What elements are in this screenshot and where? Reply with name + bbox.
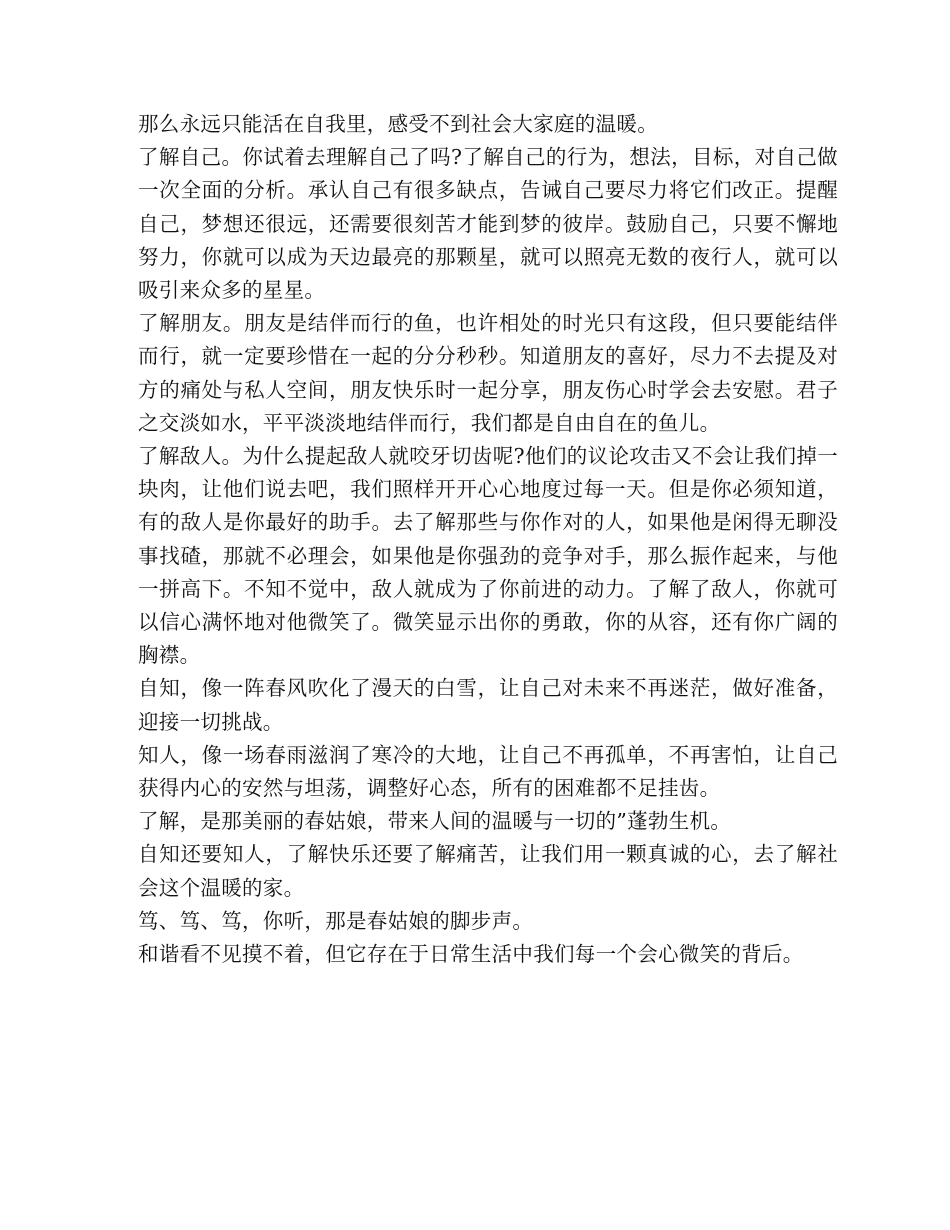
document-body — [138, 108, 838, 971]
paragraph-9: 笃、笃、笃，你听，那是春姑娘的脚步声。 — [138, 908, 534, 933]
paragraph-3: 了解朋友。朋友是结伴而行的鱼，也许相处的时光只有这段，但只要能结伴而行，就一定要珍惜在一起的分分秒秒。知道朋友的喜好，尽力不去提及对方的痛处与私人空间，朋友快乐时一起分享，朋友伤心时学会去安慰。君子之交淡如水，平平淡淡地结伴而行，我们都是自由自在的鱼儿。 — [138, 311, 838, 435]
paragraph-7: 了解，是那美丽的春姑娘，带来人间的温暖与一切的”蓬勃生机。 — [138, 809, 732, 834]
paragraph-10: 和谐看不见摸不着，但它存在于日常生活中我们每一个会心微笑的背后。 — [138, 942, 804, 967]
paragraph-4: 了解敌人。为什么提起敌人就咬牙切齿呢?他们的议论攻击又不会让我们掉一块肉，让他们说去吧，我们照样开开心心地度过每一天。但是你必须知道，有的敌人是你最好的助手。去了解那些与你作对的人，如果他是闲得无聊没事找碴，那就不必理会，如果他是你强劲的竞争对手，那么振作起来，与他一拼高下。不知不觉中，敌人就成为了你前进的动力。了解了敌人，你就可以信心满怀地对他微笑了。微笑显示出你的勇敢，你的从容，还有你广阔的胸襟。 — [138, 444, 838, 668]
paragraph-6: 知人，像一场春雨滋润了寒冷的大地，让自己不再孤单，不再害怕，让自己获得内心的安然与坦荡，调整好心态，所有的困难都不足挂齿。 — [138, 742, 838, 801]
paragraph-2: 了解自己。你试着去理解自己了吗?了解自己的行为，想法，目标，对自己做一次全面的分析。承认自己有很多缺点，告诫自己要尽力将它们改正。提醒自己，梦想还很远，还需要很刻苦才能到梦的彼岸。鼓励自己，只要不懈地努力，你就可以成为天边最亮的那颗星，就可以照亮无数的夜行人，就可以吸引来众多的星星。 — [138, 145, 838, 303]
paragraph-8: 自知还要知人，了解快乐还要了解痛苦，让我们用一颗真诚的心，去了解社会这个温暖的家。 — [138, 842, 838, 900]
paragraph-1: 那么永远只能活在自我里，感受不到社会大家庭的温暖。 — [138, 112, 658, 136]
paragraph-5: 自知，像一阵春风吹化了漫天的白雪，让自己对未来不再迷茫，做好准备，迎接一切挑战。 — [138, 676, 838, 734]
